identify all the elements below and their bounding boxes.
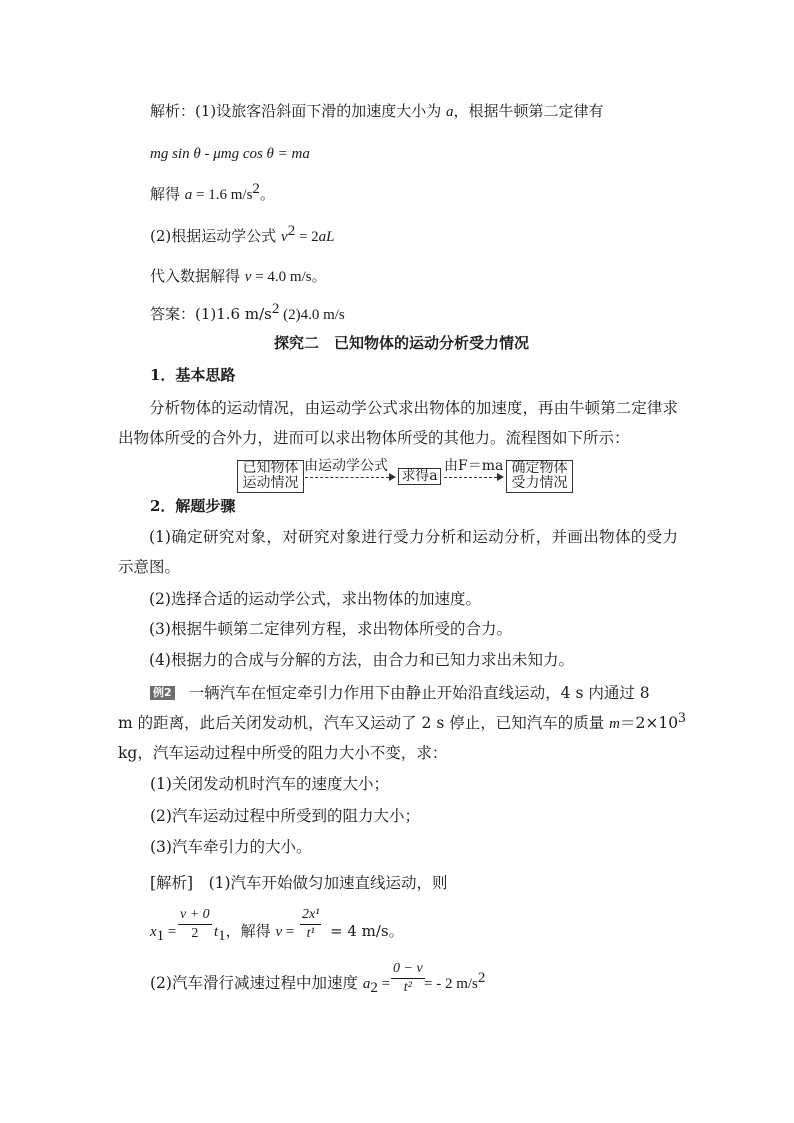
math-value: = 4.0 m/s。 bbox=[251, 269, 327, 285]
flow-box-known-motion bbox=[237, 460, 304, 493]
superscript: 2 bbox=[477, 970, 486, 986]
example-line-2 bbox=[118, 709, 686, 735]
math-op: = bbox=[164, 924, 177, 940]
step-1: (1)确定研究对象，对研究对象进行受力分析和运动分析，并画出物体的受力示意图。 bbox=[118, 528, 678, 576]
math-var: a bbox=[446, 104, 454, 120]
section-title: 探究二 已知物体的运动分析受力情况 bbox=[274, 334, 530, 352]
equation-result: = 4 m/s。 bbox=[330, 922, 404, 940]
flow-box-acceleration: 求得a bbox=[398, 468, 441, 485]
flow-box-text: 受力情况 bbox=[511, 475, 568, 491]
step-2: (2)选择合适的运动学公式，求出物体的加速度。 bbox=[149, 590, 481, 608]
flow-box-text: 运动情况 bbox=[242, 475, 299, 491]
math-var: v bbox=[275, 924, 283, 940]
subscript: 1 bbox=[218, 928, 226, 944]
equation-mid: $t_1$，解得 v = bbox=[214, 922, 295, 944]
math-var: x bbox=[150, 924, 157, 940]
fraction-denominator: 2 bbox=[191, 926, 199, 941]
subscript: 1 bbox=[156, 928, 165, 944]
flow-box-determine-force bbox=[506, 460, 573, 493]
flow-arrow-label-1: 由运动学公式 bbox=[304, 458, 388, 474]
math-var: a bbox=[362, 976, 371, 992]
fraction-3 bbox=[391, 960, 425, 997]
equation-newton: mg sin θ - μmg cos θ = ma bbox=[150, 146, 310, 162]
fraction-denominator: t¹ bbox=[306, 926, 315, 941]
fraction-1 bbox=[178, 906, 212, 943]
example-text: ＝2×10 bbox=[620, 714, 679, 732]
solution-line-4 bbox=[150, 225, 335, 248]
superscript: 3 bbox=[678, 709, 686, 726]
analysis-head: [解析] (1)汽车开始做匀加速直线运动，则 bbox=[150, 874, 448, 892]
superscript: 2 bbox=[252, 181, 260, 197]
flow-box-text: 确定物体 bbox=[511, 460, 568, 476]
equation-text: (2)汽车滑行减速过程中加速度 bbox=[150, 974, 363, 992]
solution-text: ，根据牛顿第二定律有 bbox=[453, 102, 604, 120]
arrowhead-icon bbox=[389, 473, 396, 481]
question-3: (3)汽车牵引力的大小。 bbox=[150, 838, 312, 856]
math-value: = - 2 m/s bbox=[424, 976, 478, 992]
solution-line-1 bbox=[150, 100, 604, 123]
equation-result bbox=[424, 972, 485, 995]
math-value: = 1.6 m/s bbox=[192, 187, 253, 203]
question-2: (2)汽车运动过程中所受到的阻力大小； bbox=[150, 807, 420, 825]
example-text: m 的距离，此后关闭发动机，汽车又运动了 2 s 停止，已知汽车的质量 bbox=[118, 714, 610, 732]
math-var: a bbox=[184, 187, 193, 203]
example-line-3: kg，汽车运动过程中所受的阻力大小不变，求： bbox=[118, 744, 448, 762]
fraction-numerator: 0 − v bbox=[393, 961, 423, 976]
solution-text: 。 bbox=[259, 185, 275, 203]
answer-text: 答案：(1)1.6 m/s bbox=[150, 305, 272, 323]
math-var: m bbox=[609, 716, 620, 732]
subscript: 2 bbox=[370, 980, 378, 997]
superscript: 2 bbox=[271, 301, 280, 317]
equation-lhs bbox=[150, 920, 176, 943]
math-var: t bbox=[214, 924, 219, 940]
equation-text: ，解得 bbox=[225, 922, 276, 940]
arrowhead-icon bbox=[497, 473, 504, 481]
solution-text: 解析：(1)设旅客沿斜面下滑的加速度大小为 bbox=[150, 102, 447, 120]
solution-line-5 bbox=[150, 265, 327, 288]
paragraph-basic-idea: 分析物体的运动情况，由运动学公式求出物体的加速度，再由牛顿第二定律求出物体所受的合外力，进而可以求出物体所受的其他力。流程图如下所示： bbox=[118, 399, 678, 447]
heading-basic-idea: 1．基本思路 bbox=[150, 366, 236, 384]
answer-text: (2)4.0 m/s bbox=[279, 307, 345, 323]
example-line-1 bbox=[150, 682, 650, 704]
solution-text: (2)根据运动学公式 bbox=[150, 227, 282, 245]
heading-steps: 2．解题步骤 bbox=[150, 497, 236, 515]
step-4: (4)根据力的合成与分解的方法，由合力和已知力求出未知力。 bbox=[149, 651, 574, 669]
solution-text: 代入数据解得 bbox=[150, 267, 245, 285]
solution-text: 解得 bbox=[150, 185, 185, 203]
equation-lhs: (2)汽车滑行减速过程中加速度 $a_2$ = bbox=[150, 974, 391, 997]
math-value: = 2 bbox=[295, 229, 319, 245]
answer-line bbox=[150, 303, 345, 326]
flow-arrow-1 bbox=[305, 477, 389, 478]
example-badge: 例2 bbox=[150, 686, 175, 700]
question-1: (1)关闭发动机时汽车的速度大小； bbox=[150, 775, 389, 793]
fraction-numerator: 2x¹ bbox=[302, 907, 320, 922]
math-var: aL bbox=[318, 229, 335, 245]
step-3: (3)根据牛顿第二定律列方程，求出物体所受的合力。 bbox=[149, 620, 512, 638]
superscript: 2 bbox=[287, 223, 296, 239]
flow-box-text: 已知物体 bbox=[242, 460, 299, 476]
flow-arrow-label-2: 由F＝ma bbox=[444, 458, 504, 474]
fraction-denominator: t² bbox=[403, 980, 412, 995]
solution-line-3 bbox=[150, 183, 275, 206]
math-var: v bbox=[244, 269, 252, 285]
example-text: 一辆汽车在恒定牵引力作用下由静止开始沿直线运动，4 s 内通过 8 bbox=[188, 684, 650, 702]
flow-arrow-2 bbox=[444, 477, 497, 478]
fraction-2 bbox=[300, 906, 321, 943]
math-var: v bbox=[281, 229, 288, 245]
fraction-numerator: v + 0 bbox=[180, 907, 210, 922]
